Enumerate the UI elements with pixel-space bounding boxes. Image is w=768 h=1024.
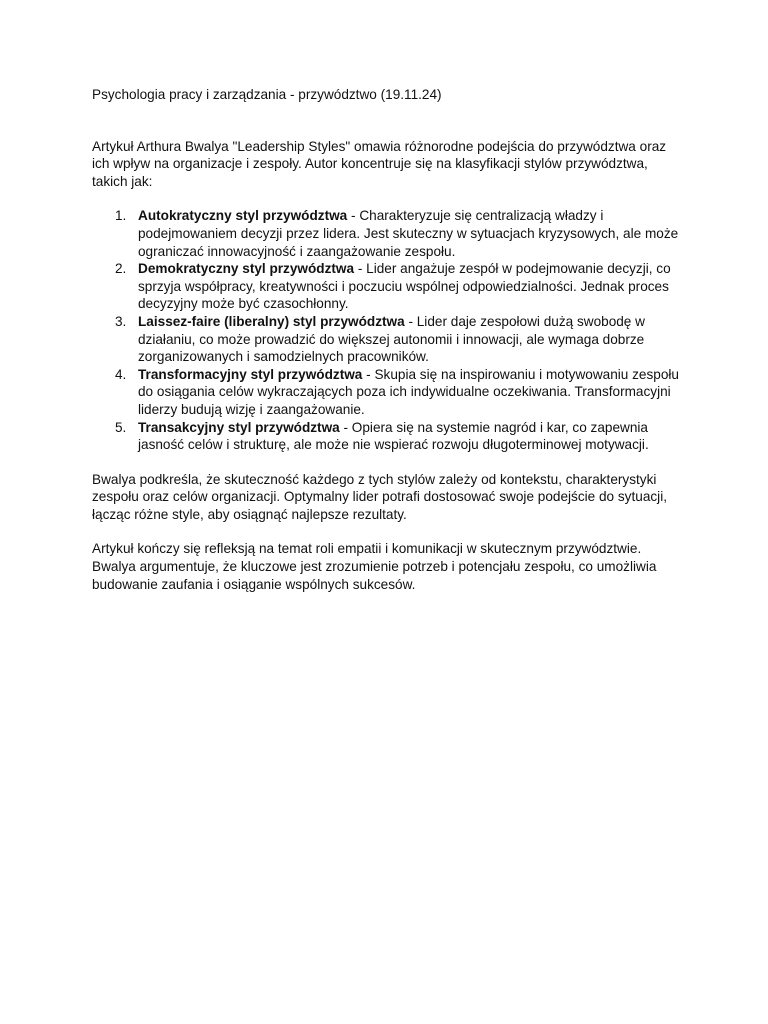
list-item-description: - Lider daje zespołowi dużą swobodę w działaniu, co może prowadzić do większej autonomii i innowacji, ale wymaga dobrze zorganizowanych i samodzielnych pracowników.	[138, 313, 645, 365]
list-item-description: - Skupia się na inspirowaniu i motywowaniu zespołu do osiągania celów wykraczających poza ich indywidualne oczekiwania. Transformacyjni liderzy budują wizję i zaangażowanie.	[138, 366, 679, 417]
list-item-term: Transformacyjny styl przywództwa	[138, 366, 363, 382]
list-item	[115, 313, 682, 366]
context-paragraph: Bwalya podkreśla, że skuteczność każdego z tych stylów zależy od kontekstu, charakterystyki zespołu oraz celów organizacji. Optymalny lider potrafi dostosować swoje podejście do sytuacji, łącząc różne style, aby osiągnąć najlepsze rezultaty.	[92, 471, 667, 522]
list-item-number: 4.	[115, 366, 127, 382]
intro-paragraph: Artykuł Arthura Bwalya "Leadership Styles" omawia różnorodne podejścia do przywództwa oraz ich wpływ na organizacje i zespoły. Autor koncentruje się na klasyfikacji stylów przywództwa, takich jak:	[92, 138, 667, 189]
list-item-number: 1.	[115, 208, 127, 224]
list-item-term: Autokratyczny styl przywództwa	[138, 208, 348, 224]
list-item	[115, 419, 682, 454]
list-item	[115, 207, 682, 260]
list-item-term: Laissez-faire (liberalny) styl przywództwa	[138, 313, 405, 329]
list-item	[115, 260, 682, 313]
list-item-description: - Charakteryzuje się centralizacją władzy i podejmowaniem decyzji przez lidera. Jest skuteczny w sytuacjach kryzysowych, ale może ograniczać innowacyjność i zaangażowanie zespołu.	[138, 208, 679, 259]
document-title: Psychologia pracy i zarządzania - przywództwo (19.11.24)	[92, 87, 442, 102]
list-item-number: 3.	[115, 313, 127, 329]
list-item-description: - Lider angażuje zespół w podejmowanie decyzji, co sprzyja współpracy, kreatywności i poczuciu wspólnej odpowiedzialności. Jednak proces decyzyjny może być czasochłonny.	[138, 261, 671, 312]
list-item-description: - Opiera się na systemie nagród i kar, co zapewnia jasność celów i strukturę, ale może nie wspierać rozwoju długoterminowej motywacji.	[138, 419, 649, 453]
list-item	[115, 366, 682, 419]
list-item-term: Demokratyczny styl przywództwa	[138, 261, 355, 277]
list-item-number: 2.	[115, 261, 127, 277]
list-item-term: Transakcyjny styl przywództwa	[138, 419, 340, 435]
document-page	[92, 86, 682, 610]
list-item-number: 5.	[115, 419, 127, 435]
conclusion-paragraph: Artykuł kończy się refleksją na temat roli empatii i komunikacji w skutecznym przywództwie. Bwalya argumentuje, że kluczowe jest zrozumienie potrzeb i potencjału zespołu, co umożliwia budowanie zaufania i osiąganie wspólnych sukcesów.	[92, 541, 657, 592]
leadership-styles-list	[92, 207, 682, 453]
